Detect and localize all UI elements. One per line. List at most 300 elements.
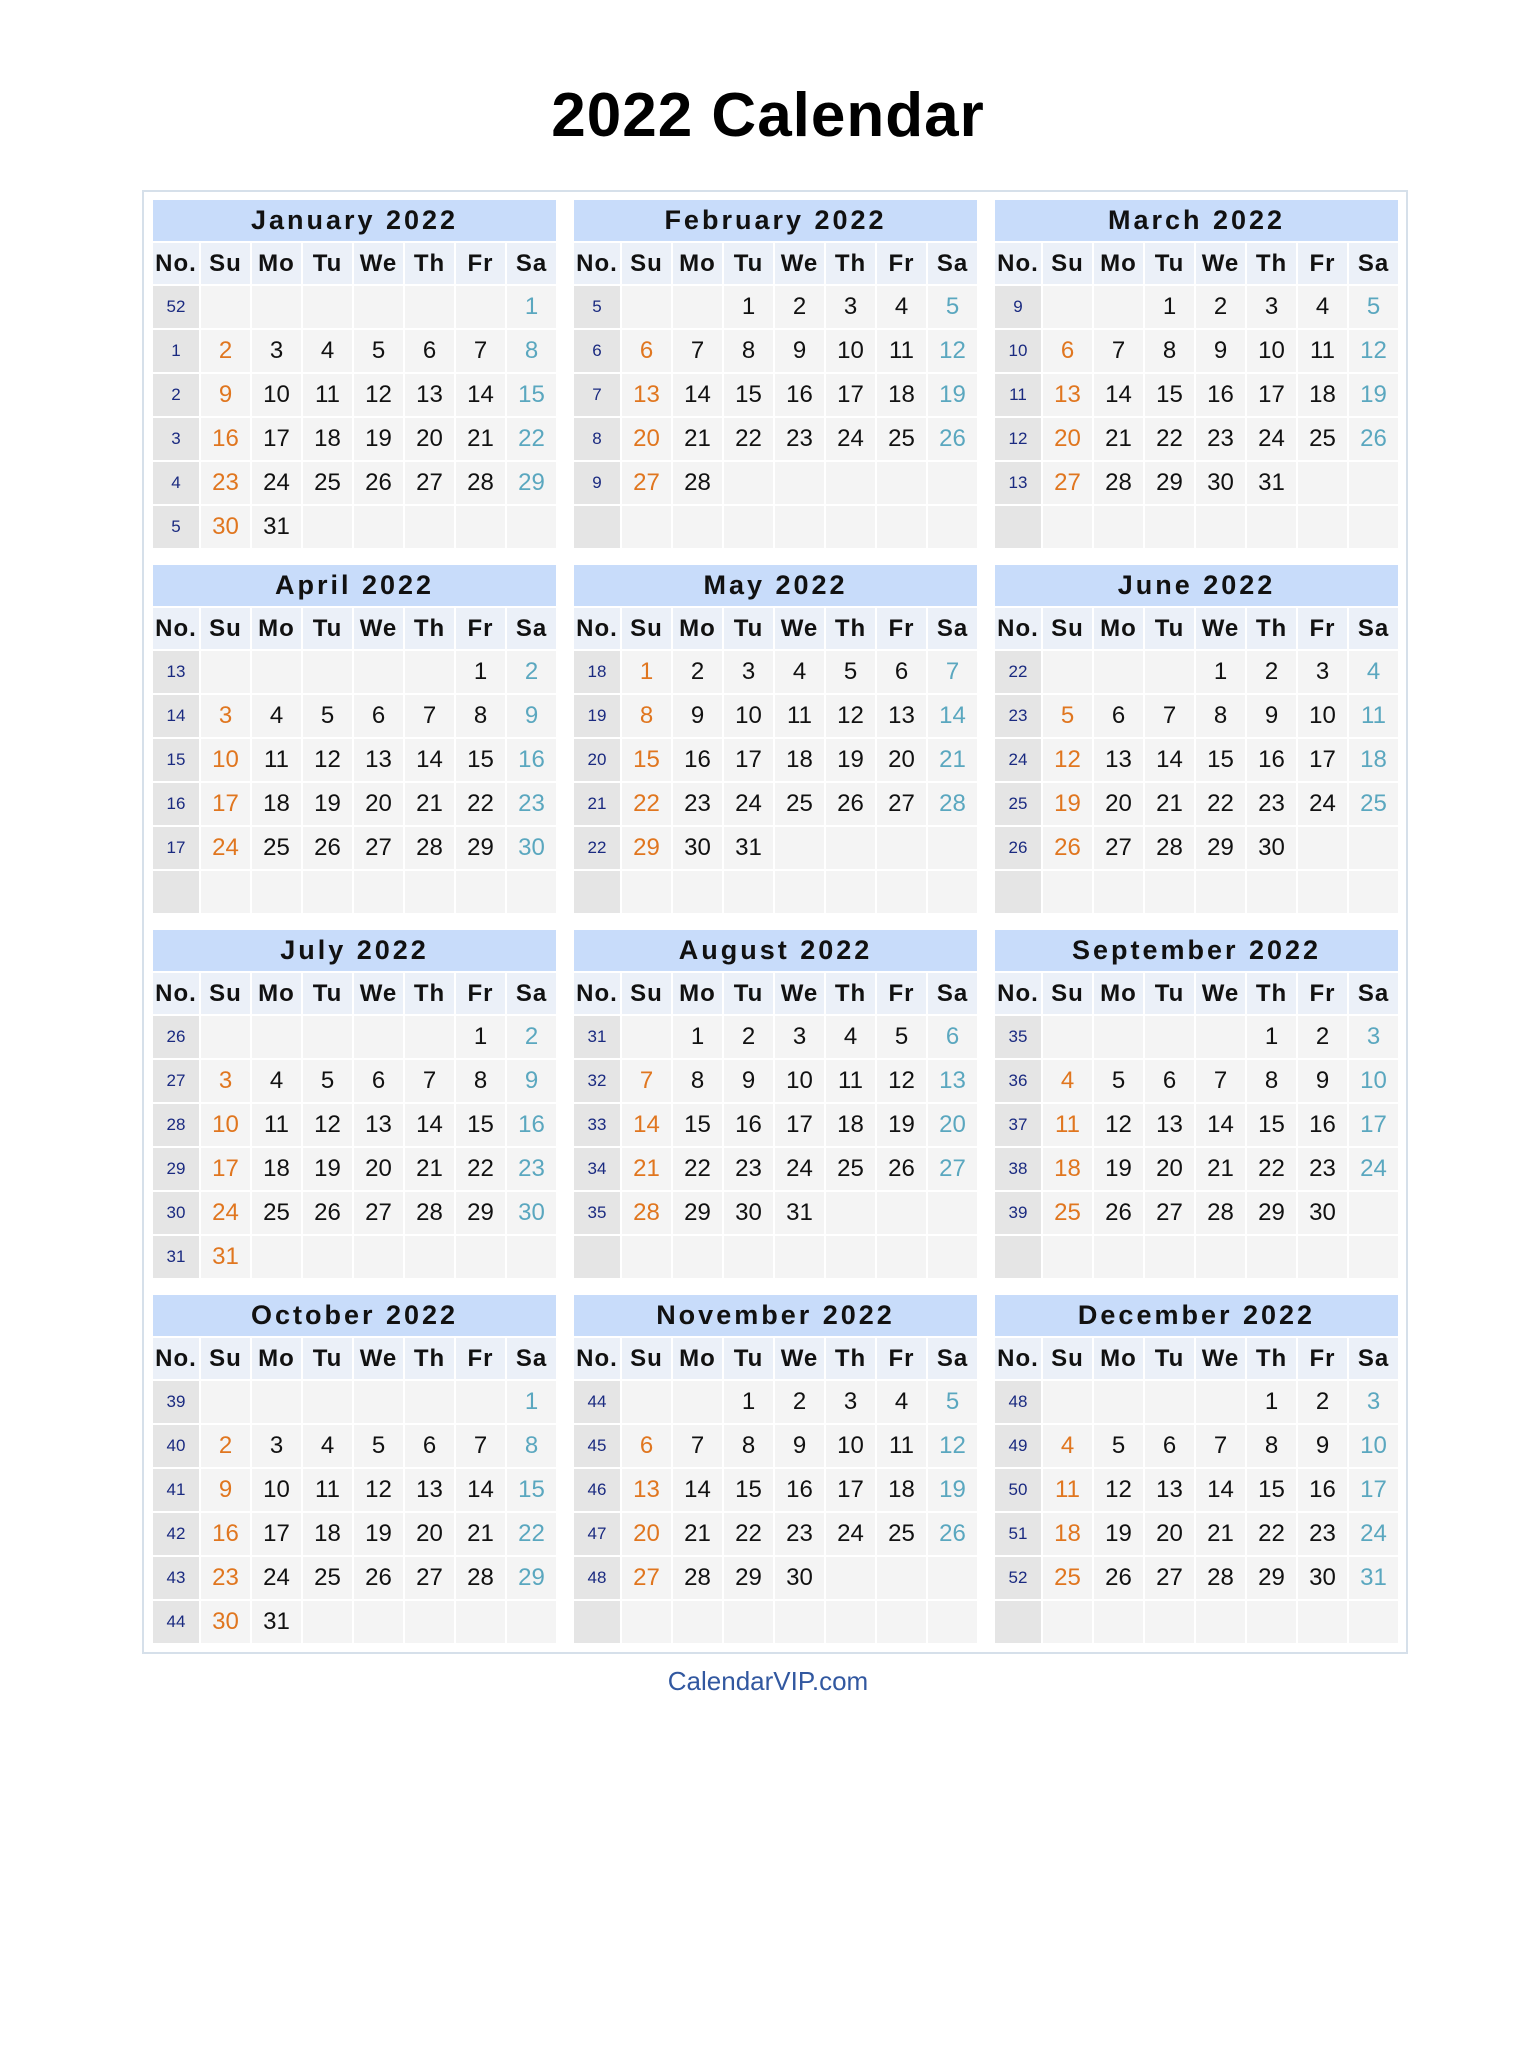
week-number-header: No. bbox=[153, 973, 199, 1014]
page-title: 2022 Calendar bbox=[551, 81, 985, 150]
day-cell: 30 bbox=[1298, 1557, 1347, 1599]
weekday-header-mo: Mo bbox=[1094, 243, 1143, 284]
day-cell: 7 bbox=[456, 1425, 505, 1467]
day-cell: 25 bbox=[1043, 1557, 1092, 1599]
day-cell: 11 bbox=[1043, 1469, 1092, 1511]
weekday-header-mo: Mo bbox=[673, 243, 722, 284]
day-cell: 21 bbox=[1094, 418, 1143, 460]
day-cell: 27 bbox=[928, 1148, 977, 1190]
day-cell: 15 bbox=[507, 1469, 556, 1511]
weekday-header-mo: Mo bbox=[673, 608, 722, 649]
day-cell: 30 bbox=[1196, 462, 1245, 504]
day-cell: 3 bbox=[1349, 1016, 1398, 1058]
day-cell: 14 bbox=[1196, 1104, 1245, 1146]
weekday-header-th: Th bbox=[826, 973, 875, 1014]
empty-day-cell bbox=[405, 506, 454, 548]
day-cell: 17 bbox=[252, 1513, 301, 1555]
day-cell: 23 bbox=[201, 462, 250, 504]
day-cell: 12 bbox=[303, 739, 352, 781]
weekday-header-su: Su bbox=[1043, 243, 1092, 284]
week-number: 37 bbox=[995, 1104, 1041, 1146]
day-cell: 9 bbox=[673, 695, 722, 737]
weekday-header-tu: Tu bbox=[1145, 973, 1194, 1014]
day-cell: 19 bbox=[303, 1148, 352, 1190]
month-january bbox=[153, 200, 558, 552]
weekday-header-tu: Tu bbox=[724, 1338, 773, 1379]
day-cell: 14 bbox=[405, 1104, 454, 1146]
empty-day-cell bbox=[1094, 1016, 1143, 1058]
day-cell: 15 bbox=[456, 1104, 505, 1146]
day-cell: 31 bbox=[775, 1192, 824, 1234]
week-number: 15 bbox=[153, 739, 199, 781]
day-cell: 22 bbox=[1247, 1148, 1296, 1190]
day-cell: 30 bbox=[201, 506, 250, 548]
week-number: 46 bbox=[574, 1469, 620, 1511]
week-number: 8 bbox=[574, 418, 620, 460]
empty-day-cell bbox=[1145, 871, 1194, 913]
month-title: December 2022 bbox=[995, 1295, 1398, 1336]
day-cell: 5 bbox=[928, 1381, 977, 1423]
week-number: 17 bbox=[153, 827, 199, 869]
day-cell: 18 bbox=[303, 418, 352, 460]
day-cell: 24 bbox=[1349, 1513, 1398, 1555]
week-number: 13 bbox=[153, 651, 199, 693]
month-title: November 2022 bbox=[574, 1295, 977, 1336]
weekday-header-sa: Sa bbox=[507, 243, 556, 284]
week-number: 39 bbox=[995, 1192, 1041, 1234]
day-cell: 22 bbox=[507, 418, 556, 460]
day-cell: 12 bbox=[1094, 1469, 1143, 1511]
empty-day-cell bbox=[673, 871, 722, 913]
week-number-header: No. bbox=[574, 243, 620, 284]
day-cell: 27 bbox=[405, 1557, 454, 1599]
week-number: 20 bbox=[574, 739, 620, 781]
day-cell: 2 bbox=[775, 1381, 824, 1423]
empty-day-cell bbox=[775, 462, 824, 504]
day-cell: 18 bbox=[826, 1104, 875, 1146]
day-cell: 22 bbox=[724, 418, 773, 460]
day-cell: 27 bbox=[1094, 827, 1143, 869]
empty-day-cell bbox=[673, 506, 722, 548]
day-cell: 6 bbox=[354, 695, 403, 737]
day-cell: 8 bbox=[1196, 695, 1245, 737]
weekday-header-fr: Fr bbox=[1298, 243, 1347, 284]
day-cell: 13 bbox=[1145, 1469, 1194, 1511]
day-cell: 13 bbox=[1094, 739, 1143, 781]
empty-day-cell bbox=[456, 871, 505, 913]
week-number: 44 bbox=[153, 1601, 199, 1643]
weekday-header-sa: Sa bbox=[928, 1338, 977, 1379]
day-cell: 22 bbox=[673, 1148, 722, 1190]
week-number: 41 bbox=[153, 1469, 199, 1511]
empty-day-cell bbox=[826, 462, 875, 504]
day-cell: 20 bbox=[405, 1513, 454, 1555]
empty-day-cell bbox=[622, 286, 671, 328]
day-cell: 19 bbox=[928, 374, 977, 416]
empty-day-cell bbox=[303, 506, 352, 548]
day-cell: 9 bbox=[775, 330, 824, 372]
day-cell: 27 bbox=[354, 1192, 403, 1234]
month-title: August 2022 bbox=[574, 930, 977, 971]
day-cell: 6 bbox=[1145, 1425, 1194, 1467]
week-number: 40 bbox=[153, 1425, 199, 1467]
day-cell: 19 bbox=[877, 1104, 926, 1146]
empty-day-cell bbox=[1349, 871, 1398, 913]
day-cell: 11 bbox=[1298, 330, 1347, 372]
calendar-frame bbox=[142, 190, 1408, 1654]
day-cell: 22 bbox=[1145, 418, 1194, 460]
day-cell: 1 bbox=[724, 1381, 773, 1423]
day-cell: 15 bbox=[1196, 739, 1245, 781]
day-cell: 7 bbox=[1094, 330, 1143, 372]
day-cell: 21 bbox=[928, 739, 977, 781]
empty-day-cell bbox=[1247, 1601, 1296, 1643]
week-number: 42 bbox=[153, 1513, 199, 1555]
weekday-header-fr: Fr bbox=[456, 1338, 505, 1379]
day-cell: 18 bbox=[303, 1513, 352, 1555]
day-cell: 30 bbox=[507, 1192, 556, 1234]
day-cell: 12 bbox=[1043, 739, 1092, 781]
empty-day-cell bbox=[1145, 651, 1194, 693]
day-cell: 5 bbox=[303, 1060, 352, 1102]
empty-day-cell bbox=[1349, 1236, 1398, 1278]
day-cell: 26 bbox=[826, 783, 875, 825]
day-cell: 14 bbox=[673, 1469, 722, 1511]
week-number: 3 bbox=[153, 418, 199, 460]
week-number: 52 bbox=[153, 286, 199, 328]
weekday-header-su: Su bbox=[1043, 973, 1092, 1014]
week-number: 31 bbox=[574, 1016, 620, 1058]
day-cell: 20 bbox=[354, 1148, 403, 1190]
day-cell: 2 bbox=[507, 1016, 556, 1058]
week-number: 30 bbox=[153, 1192, 199, 1234]
weekday-header-sa: Sa bbox=[928, 243, 977, 284]
weekday-header-fr: Fr bbox=[877, 608, 926, 649]
week-number: 16 bbox=[153, 783, 199, 825]
weekday-header-fr: Fr bbox=[877, 1338, 926, 1379]
week-number bbox=[995, 1236, 1041, 1278]
day-cell: 1 bbox=[1196, 651, 1245, 693]
day-cell: 8 bbox=[1247, 1425, 1296, 1467]
weekday-header-th: Th bbox=[405, 608, 454, 649]
day-cell: 15 bbox=[1247, 1104, 1296, 1146]
weekday-header-tu: Tu bbox=[1145, 243, 1194, 284]
empty-day-cell bbox=[775, 1601, 824, 1643]
empty-day-cell bbox=[405, 1601, 454, 1643]
day-cell: 2 bbox=[775, 286, 824, 328]
weekday-header-fr: Fr bbox=[456, 973, 505, 1014]
week-number: 44 bbox=[574, 1381, 620, 1423]
day-cell: 4 bbox=[877, 286, 926, 328]
weekday-header-we: We bbox=[354, 608, 403, 649]
empty-day-cell bbox=[303, 1236, 352, 1278]
weekday-header-fr: Fr bbox=[456, 608, 505, 649]
empty-day-cell bbox=[724, 871, 773, 913]
day-cell: 8 bbox=[1247, 1060, 1296, 1102]
day-cell: 17 bbox=[826, 1469, 875, 1511]
month-title: May 2022 bbox=[574, 565, 977, 606]
day-cell: 7 bbox=[405, 1060, 454, 1102]
empty-day-cell bbox=[1145, 1016, 1194, 1058]
day-cell: 18 bbox=[252, 1148, 301, 1190]
empty-day-cell bbox=[1094, 286, 1143, 328]
day-cell: 1 bbox=[1145, 286, 1194, 328]
day-cell: 28 bbox=[1145, 827, 1194, 869]
empty-day-cell bbox=[826, 1601, 875, 1643]
day-cell: 24 bbox=[1247, 418, 1296, 460]
week-number: 23 bbox=[995, 695, 1041, 737]
week-number: 18 bbox=[574, 651, 620, 693]
empty-day-cell bbox=[622, 1601, 671, 1643]
day-cell: 16 bbox=[724, 1104, 773, 1146]
week-number: 6 bbox=[574, 330, 620, 372]
month-title: April 2022 bbox=[153, 565, 556, 606]
empty-day-cell bbox=[354, 1236, 403, 1278]
day-cell: 11 bbox=[252, 1104, 301, 1146]
day-cell: 13 bbox=[1145, 1104, 1194, 1146]
day-cell: 4 bbox=[826, 1016, 875, 1058]
day-cell: 22 bbox=[724, 1513, 773, 1555]
day-cell: 2 bbox=[201, 1425, 250, 1467]
day-cell: 3 bbox=[201, 1060, 250, 1102]
day-cell: 22 bbox=[1196, 783, 1245, 825]
empty-day-cell bbox=[1043, 871, 1092, 913]
week-number bbox=[574, 1236, 620, 1278]
empty-day-cell bbox=[354, 651, 403, 693]
day-cell: 16 bbox=[201, 1513, 250, 1555]
weekday-header-tu: Tu bbox=[303, 973, 352, 1014]
day-cell: 31 bbox=[1247, 462, 1296, 504]
empty-day-cell bbox=[724, 506, 773, 548]
week-number: 27 bbox=[153, 1060, 199, 1102]
month-august bbox=[574, 930, 979, 1282]
day-cell: 17 bbox=[775, 1104, 824, 1146]
weekday-header-fr: Fr bbox=[877, 973, 926, 1014]
day-cell: 20 bbox=[405, 418, 454, 460]
day-cell: 18 bbox=[1349, 739, 1398, 781]
week-number: 11 bbox=[995, 374, 1041, 416]
weekday-header-mo: Mo bbox=[1094, 973, 1143, 1014]
day-cell: 13 bbox=[622, 1469, 671, 1511]
day-cell: 4 bbox=[1043, 1425, 1092, 1467]
weekday-header-we: We bbox=[354, 973, 403, 1014]
week-number-header: No. bbox=[574, 608, 620, 649]
day-cell: 28 bbox=[673, 462, 722, 504]
day-cell: 8 bbox=[507, 330, 556, 372]
day-cell: 12 bbox=[354, 1469, 403, 1511]
day-cell: 23 bbox=[1298, 1148, 1347, 1190]
day-cell: 27 bbox=[1043, 462, 1092, 504]
day-cell: 15 bbox=[1145, 374, 1194, 416]
day-cell: 17 bbox=[201, 1148, 250, 1190]
day-cell: 7 bbox=[622, 1060, 671, 1102]
day-cell: 13 bbox=[622, 374, 671, 416]
empty-day-cell bbox=[1196, 506, 1245, 548]
weekday-header-we: We bbox=[1196, 1338, 1245, 1379]
weekday-header-su: Su bbox=[201, 1338, 250, 1379]
day-cell: 31 bbox=[201, 1236, 250, 1278]
day-cell: 27 bbox=[622, 462, 671, 504]
empty-day-cell bbox=[877, 827, 926, 869]
empty-day-cell bbox=[405, 651, 454, 693]
day-cell: 21 bbox=[1196, 1513, 1245, 1555]
day-cell: 10 bbox=[201, 1104, 250, 1146]
day-cell: 10 bbox=[252, 1469, 301, 1511]
day-cell: 7 bbox=[1196, 1060, 1245, 1102]
day-cell: 25 bbox=[877, 418, 926, 460]
empty-day-cell bbox=[928, 1192, 977, 1234]
day-cell: 21 bbox=[456, 1513, 505, 1555]
day-cell: 30 bbox=[1247, 827, 1296, 869]
day-cell: 13 bbox=[354, 1104, 403, 1146]
day-cell: 26 bbox=[303, 827, 352, 869]
weekday-header-mo: Mo bbox=[252, 1338, 301, 1379]
day-cell: 16 bbox=[1298, 1104, 1347, 1146]
day-cell: 5 bbox=[354, 330, 403, 372]
empty-day-cell bbox=[201, 286, 250, 328]
day-cell: 11 bbox=[1349, 695, 1398, 737]
day-cell: 7 bbox=[673, 1425, 722, 1467]
day-cell: 18 bbox=[877, 1469, 926, 1511]
day-cell: 24 bbox=[826, 418, 875, 460]
week-number: 35 bbox=[574, 1192, 620, 1234]
week-number: 19 bbox=[574, 695, 620, 737]
day-cell: 11 bbox=[303, 374, 352, 416]
day-cell: 14 bbox=[673, 374, 722, 416]
empty-day-cell bbox=[1196, 1236, 1245, 1278]
day-cell: 4 bbox=[252, 695, 301, 737]
empty-day-cell bbox=[303, 286, 352, 328]
month-march bbox=[995, 200, 1400, 552]
day-cell: 5 bbox=[1043, 695, 1092, 737]
day-cell: 21 bbox=[405, 1148, 454, 1190]
empty-day-cell bbox=[826, 1192, 875, 1234]
day-cell: 21 bbox=[673, 418, 722, 460]
day-cell: 20 bbox=[877, 739, 926, 781]
week-number: 33 bbox=[574, 1104, 620, 1146]
day-cell: 9 bbox=[775, 1425, 824, 1467]
weekday-header-su: Su bbox=[201, 973, 250, 1014]
weekday-header-mo: Mo bbox=[673, 973, 722, 1014]
month-title: July 2022 bbox=[153, 930, 556, 971]
empty-day-cell bbox=[775, 506, 824, 548]
day-cell: 3 bbox=[724, 651, 773, 693]
month-april bbox=[153, 565, 558, 917]
day-cell: 25 bbox=[1298, 418, 1347, 460]
week-number: 39 bbox=[153, 1381, 199, 1423]
empty-day-cell bbox=[877, 1192, 926, 1234]
week-number: 10 bbox=[995, 330, 1041, 372]
weekday-header-fr: Fr bbox=[877, 243, 926, 284]
empty-day-cell bbox=[877, 871, 926, 913]
day-cell: 1 bbox=[1247, 1381, 1296, 1423]
day-cell: 11 bbox=[877, 330, 926, 372]
empty-day-cell bbox=[928, 871, 977, 913]
week-number: 28 bbox=[153, 1104, 199, 1146]
day-cell: 14 bbox=[622, 1104, 671, 1146]
day-cell: 12 bbox=[826, 695, 875, 737]
empty-day-cell bbox=[1196, 1016, 1245, 1058]
empty-day-cell bbox=[1349, 827, 1398, 869]
weekday-header-su: Su bbox=[622, 1338, 671, 1379]
day-cell: 13 bbox=[405, 374, 454, 416]
day-cell: 3 bbox=[1298, 651, 1347, 693]
day-cell: 13 bbox=[928, 1060, 977, 1102]
day-cell: 11 bbox=[303, 1469, 352, 1511]
week-number: 12 bbox=[995, 418, 1041, 460]
footer-link[interactable]: CalendarVIP.com bbox=[667, 1666, 869, 1696]
day-cell: 18 bbox=[1043, 1148, 1092, 1190]
month-february bbox=[574, 200, 979, 552]
day-cell: 19 bbox=[303, 783, 352, 825]
week-number: 5 bbox=[574, 286, 620, 328]
day-cell: 29 bbox=[456, 827, 505, 869]
empty-day-cell bbox=[826, 506, 875, 548]
weekday-header-su: Su bbox=[622, 243, 671, 284]
day-cell: 28 bbox=[622, 1192, 671, 1234]
week-number: 29 bbox=[153, 1148, 199, 1190]
day-cell: 4 bbox=[303, 1425, 352, 1467]
weekday-header-we: We bbox=[354, 243, 403, 284]
weekday-header-tu: Tu bbox=[1145, 608, 1194, 649]
empty-day-cell bbox=[622, 1236, 671, 1278]
empty-day-cell bbox=[405, 871, 454, 913]
empty-day-cell bbox=[405, 1381, 454, 1423]
day-cell: 7 bbox=[928, 651, 977, 693]
day-cell: 3 bbox=[1247, 286, 1296, 328]
day-cell: 10 bbox=[252, 374, 301, 416]
week-number-header: No. bbox=[995, 608, 1041, 649]
day-cell: 16 bbox=[201, 418, 250, 460]
empty-day-cell bbox=[826, 827, 875, 869]
day-cell: 25 bbox=[1043, 1192, 1092, 1234]
week-number: 4 bbox=[153, 462, 199, 504]
day-cell: 30 bbox=[775, 1557, 824, 1599]
day-cell: 7 bbox=[456, 330, 505, 372]
empty-day-cell bbox=[1247, 1236, 1296, 1278]
week-number: 50 bbox=[995, 1469, 1041, 1511]
day-cell: 5 bbox=[354, 1425, 403, 1467]
empty-day-cell bbox=[354, 1381, 403, 1423]
day-cell: 4 bbox=[775, 651, 824, 693]
weekday-header-tu: Tu bbox=[303, 243, 352, 284]
day-cell: 16 bbox=[507, 739, 556, 781]
day-cell: 1 bbox=[456, 1016, 505, 1058]
day-cell: 25 bbox=[303, 462, 352, 504]
day-cell: 20 bbox=[928, 1104, 977, 1146]
day-cell: 13 bbox=[877, 695, 926, 737]
day-cell: 14 bbox=[405, 739, 454, 781]
day-cell: 11 bbox=[826, 1060, 875, 1102]
month-title: March 2022 bbox=[995, 200, 1398, 241]
day-cell: 19 bbox=[826, 739, 875, 781]
empty-day-cell bbox=[928, 1236, 977, 1278]
empty-day-cell bbox=[1043, 651, 1092, 693]
empty-day-cell bbox=[775, 871, 824, 913]
day-cell: 8 bbox=[724, 330, 773, 372]
day-cell: 22 bbox=[456, 783, 505, 825]
week-number: 21 bbox=[574, 783, 620, 825]
empty-day-cell bbox=[622, 871, 671, 913]
day-cell: 12 bbox=[928, 330, 977, 372]
week-number-header: No. bbox=[153, 1338, 199, 1379]
day-cell: 4 bbox=[303, 330, 352, 372]
weekday-header-th: Th bbox=[1247, 1338, 1296, 1379]
day-cell: 6 bbox=[1145, 1060, 1194, 1102]
empty-day-cell bbox=[252, 1236, 301, 1278]
day-cell: 24 bbox=[775, 1148, 824, 1190]
week-number bbox=[574, 506, 620, 548]
